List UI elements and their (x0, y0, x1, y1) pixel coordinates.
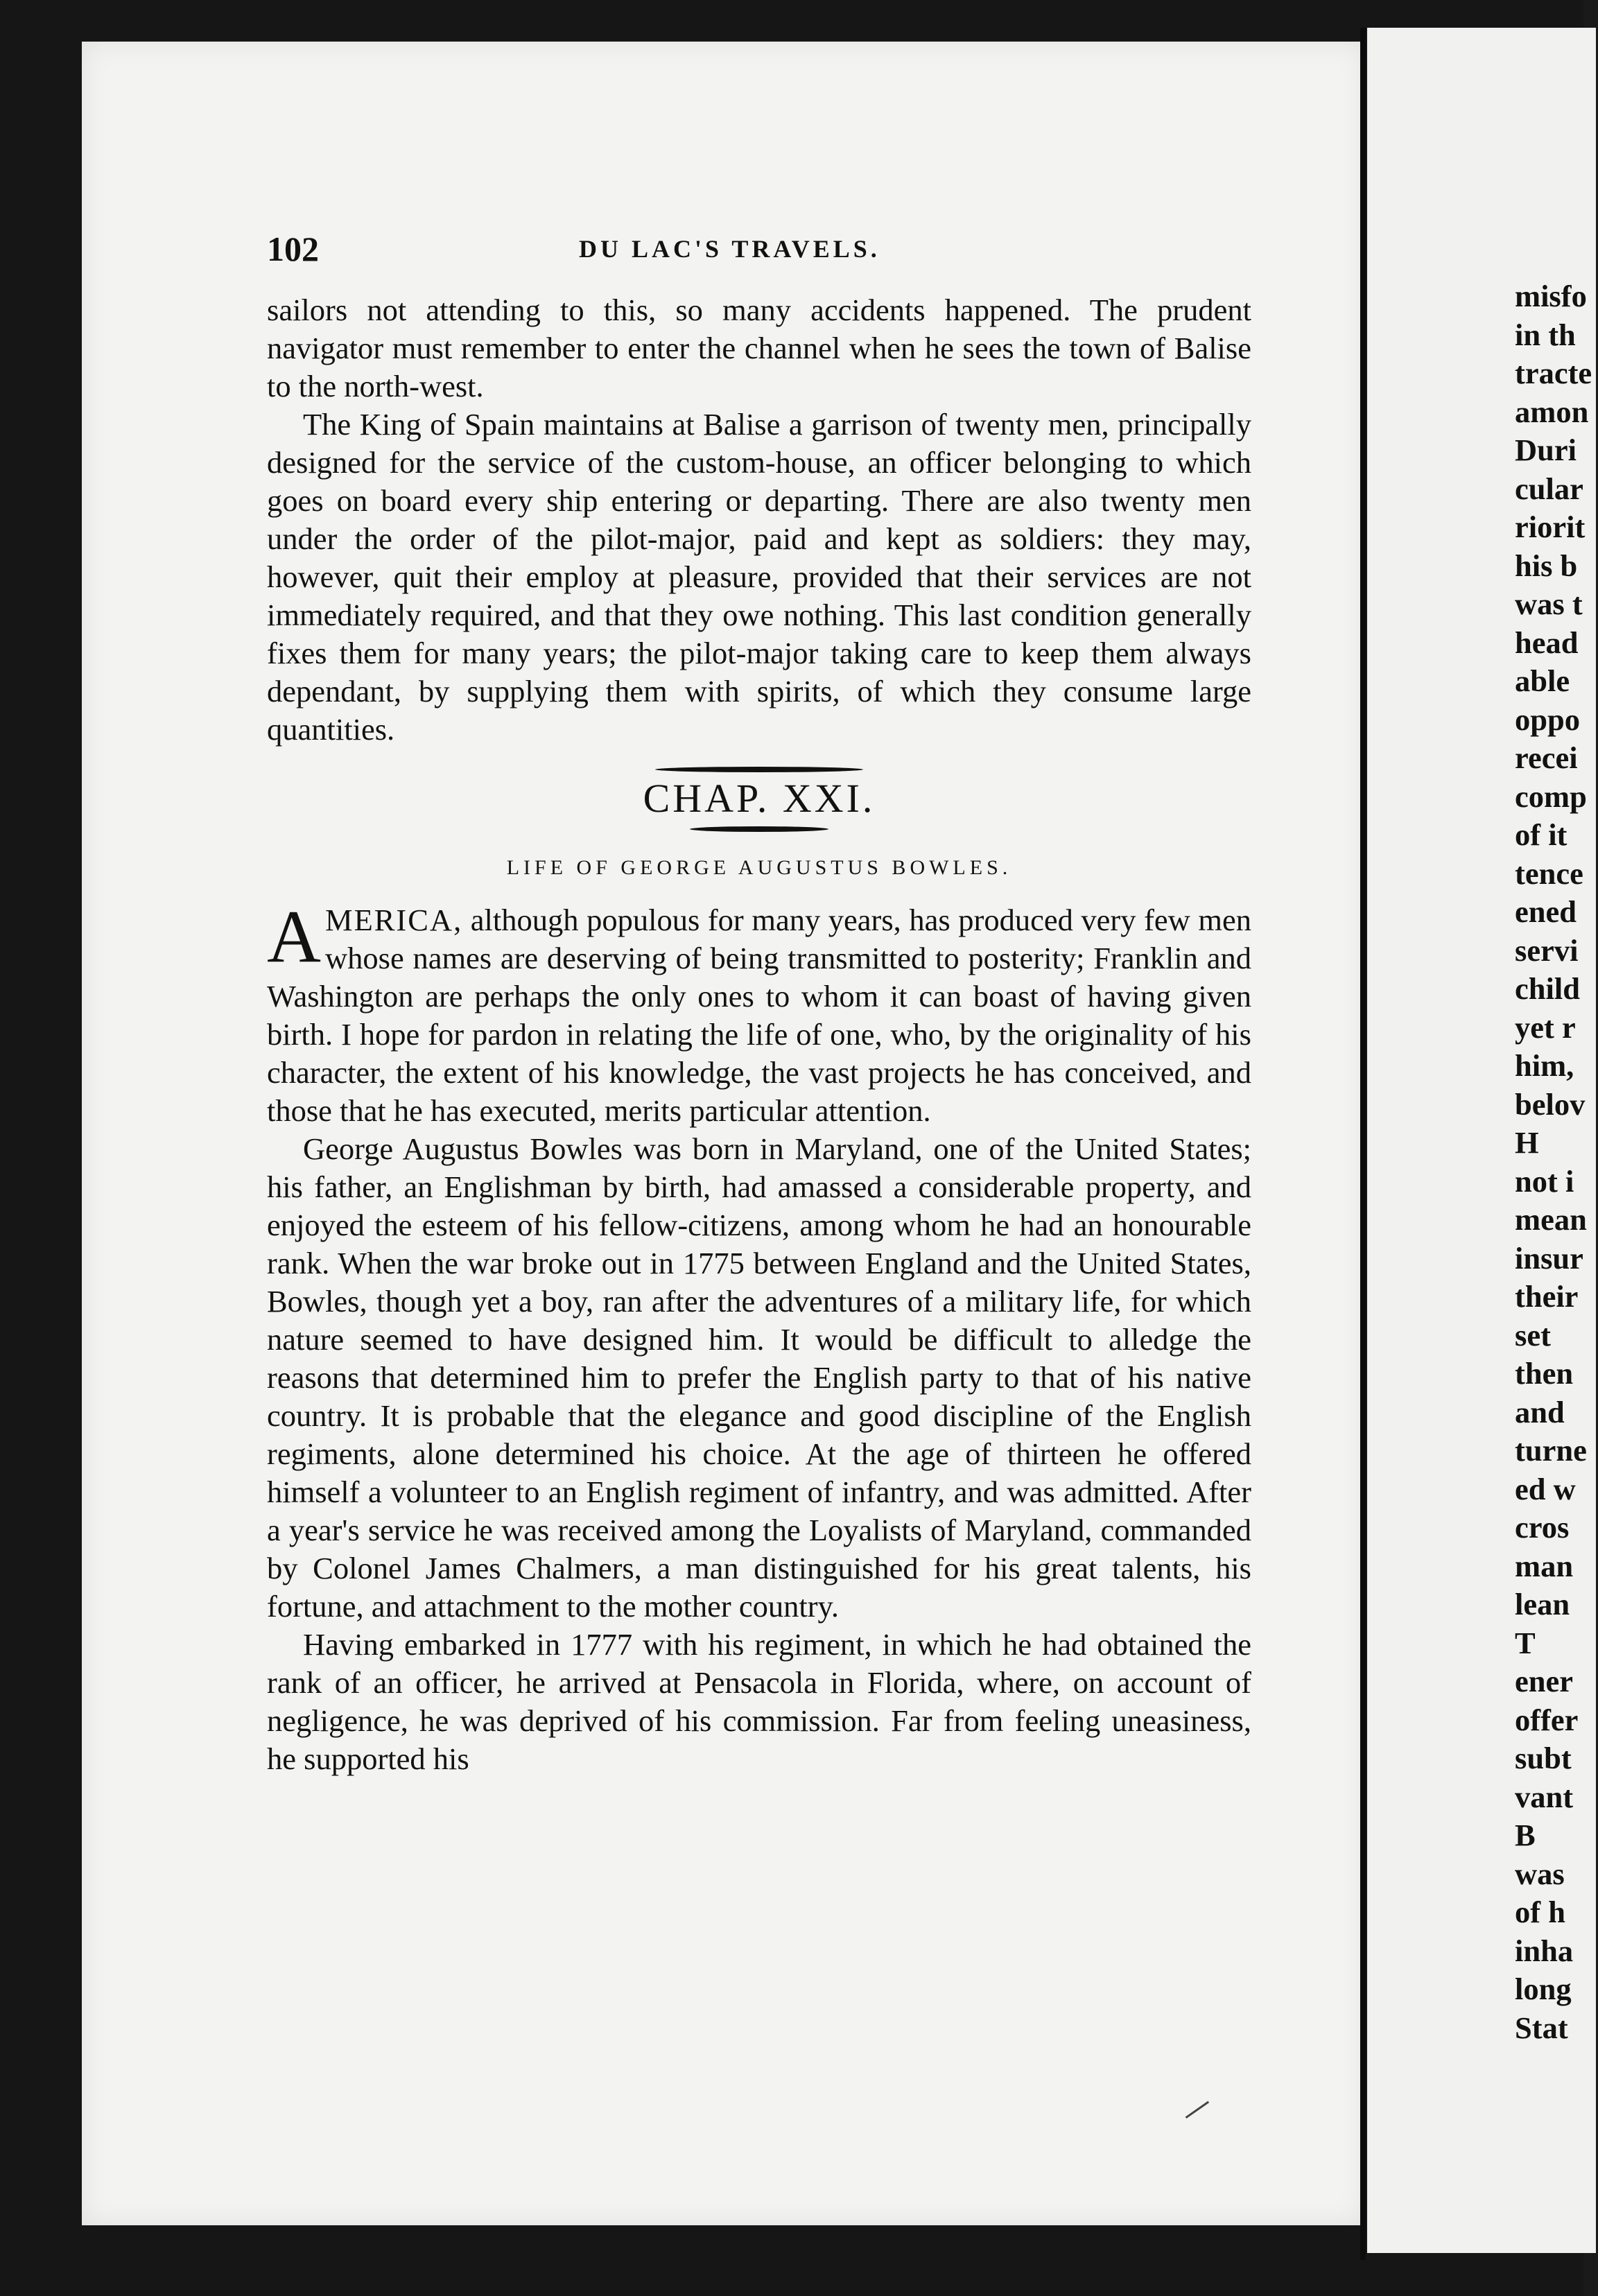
chapter-rule-bottom (690, 826, 828, 832)
facing-page-fragment: cular (1515, 471, 1583, 506)
chapter-heading (267, 767, 1251, 882)
facing-page-fragment: head (1515, 625, 1579, 660)
facing-page-fragment: misfo (1515, 279, 1587, 313)
facing-page-fragment: amon (1515, 394, 1589, 429)
facing-page-fragment: him, (1515, 1048, 1574, 1083)
facing-page-fragment: tence (1515, 855, 1583, 891)
facing-page-fragment: mean (1515, 1202, 1587, 1237)
chapter-rule-top (655, 767, 863, 772)
gutter-shadow (1360, 28, 1366, 2260)
running-title: DU LAC'S TRAVELS. (579, 235, 880, 263)
facing-page-fragment: then (1515, 1356, 1574, 1391)
chapter-title: CHAP. XXI. (643, 776, 876, 821)
facing-page-fragment: turne (1515, 1433, 1587, 1468)
facing-page-fragments (1515, 277, 1598, 2047)
facing-page-fragment: and (1515, 1394, 1565, 1429)
facing-page-fragment: servi (1515, 932, 1579, 968)
facing-page-fragment: T (1515, 1625, 1536, 1660)
facing-page-fragment: child (1515, 971, 1580, 1006)
facing-page-fragment: his b (1515, 548, 1578, 583)
facing-page-fragment: tracte (1515, 356, 1592, 390)
chapter-subtitle: LIFE OF GEORGE AUGUSTUS BOWLES. (506, 856, 1012, 879)
facing-page-fragment: ed w (1515, 1471, 1576, 1506)
facing-page-fragment: insur (1515, 1240, 1583, 1276)
paragraph-garrison: The King of Spain maintains at Balise a garrison of twenty men, principally designed for the service of the custom-house, an officer belonging to which goes on board every ship entering or departing. There are also twenty men under the order of the pilot-major, paid and kept as soldiers: they may, however, quit their employ at pleasure, provided that their services are not immediately required, and that they owe nothing. This last condition generally fixes them for many years; the pilot-major taking care to keep them always dependant, by supplying them with spirits, of which they consume large quantities. (267, 407, 1251, 747)
page-number: 102 (267, 229, 319, 268)
opening-caps: MERICA, (325, 903, 463, 937)
facing-page-fragment: vant (1515, 1779, 1574, 1814)
paragraph-birth: George Augustus Bowles was born in Maryland, one of the United States; his father, an Englishman by birth, had amassed a considerable property, and enjoyed the esteem of his fellow-citizens, among whom he had an honourable rank. When the war broke out in 1775 between England and the United States, Bowles, though yet a boy, ran after the adventures of a military life, for which nature seemed to have designed him. It would be difficult to alledge the reasons that determined him to prefer the English party to that of his native country. It is probable that the elegance and good discipline of the English regiments, alone determined his choice. At the age of thirteen he offered himself a volunteer to an English regiment of infantry, and was admitted. After a year's service he was received among the Loyalists of Maryland, commanded by Colonel James Chalmers, a man distinguished for his great talents, his fortune, and attachment to the mother country. (267, 1131, 1251, 1624)
facing-page-fragment: comp (1515, 779, 1587, 814)
facing-page-fragment: ener (1515, 1664, 1574, 1698)
opening-text: although populous for many years, has produced very few men whose names are deserving of being transmitted to posterity; Franklin and Washington are perhaps the only ones to whom it can boast of having given birth. I hope for pardon in relating the life of one, who, by the originality of his character, the extent of his knowledge, the vast projects he has conceived, and those that he has executed, merits particular attention. (267, 903, 1251, 1128)
facing-page-fragment: offer (1515, 1702, 1579, 1737)
facing-page-fragment: oppo (1515, 702, 1580, 737)
facing-page-fragment: H (1515, 1125, 1539, 1160)
facing-page-fragment: cros (1515, 1510, 1570, 1545)
facing-page-fragment: subt (1515, 1741, 1572, 1775)
facing-page-fragment: their (1515, 1279, 1579, 1314)
facing-page-fragment: man (1515, 1548, 1574, 1583)
facing-page-fragment: set (1515, 1317, 1551, 1353)
facing-page-fragment: of h (1515, 1895, 1565, 1929)
facing-page-fragment: yet r (1515, 1009, 1576, 1045)
facing-page-fragment: ened (1515, 894, 1577, 929)
facing-page-fragment: was (1515, 1856, 1565, 1891)
facing-page-fragment: belov (1515, 1086, 1586, 1122)
facing-page-fragment: long (1515, 1972, 1572, 2006)
facing-page-fragment: riorit (1515, 510, 1586, 544)
facing-page-fragment: recei (1515, 740, 1578, 775)
paragraph-embarked: Having embarked in 1777 with his regiment, in which he had obtained the rank of an officer, he arrived at Pensacola in Florida, where, on account of negligence, he was deprived of his commission. Far from feeling uneasiness, he supported his (267, 1627, 1251, 1776)
facing-page-fragment: was t (1515, 586, 1583, 621)
paragraph-opening (267, 896, 1251, 1130)
facing-page-fragment: able (1515, 663, 1570, 698)
drop-cap: A (267, 896, 321, 978)
facing-page-fragment: inha (1515, 1933, 1574, 1968)
facing-page-fragment: Duri (1515, 433, 1577, 467)
facing-page-fragment: in th (1515, 317, 1576, 352)
paragraph-continued: sailors not attending to this, so many accidents happened. The prudent navigator must remember to enter the channel when he sees the town of Balise to the north-west. (267, 293, 1251, 403)
running-head (267, 229, 1244, 270)
facing-page-fragment: lean (1515, 1587, 1570, 1621)
facing-page-fragment: of it (1515, 817, 1567, 852)
page-body (267, 291, 1251, 1778)
facing-page-fragment: B (1515, 1818, 1536, 1852)
facing-page-fragment: not i (1515, 1163, 1574, 1199)
facing-page-fragment: Stat (1515, 2010, 1568, 2045)
